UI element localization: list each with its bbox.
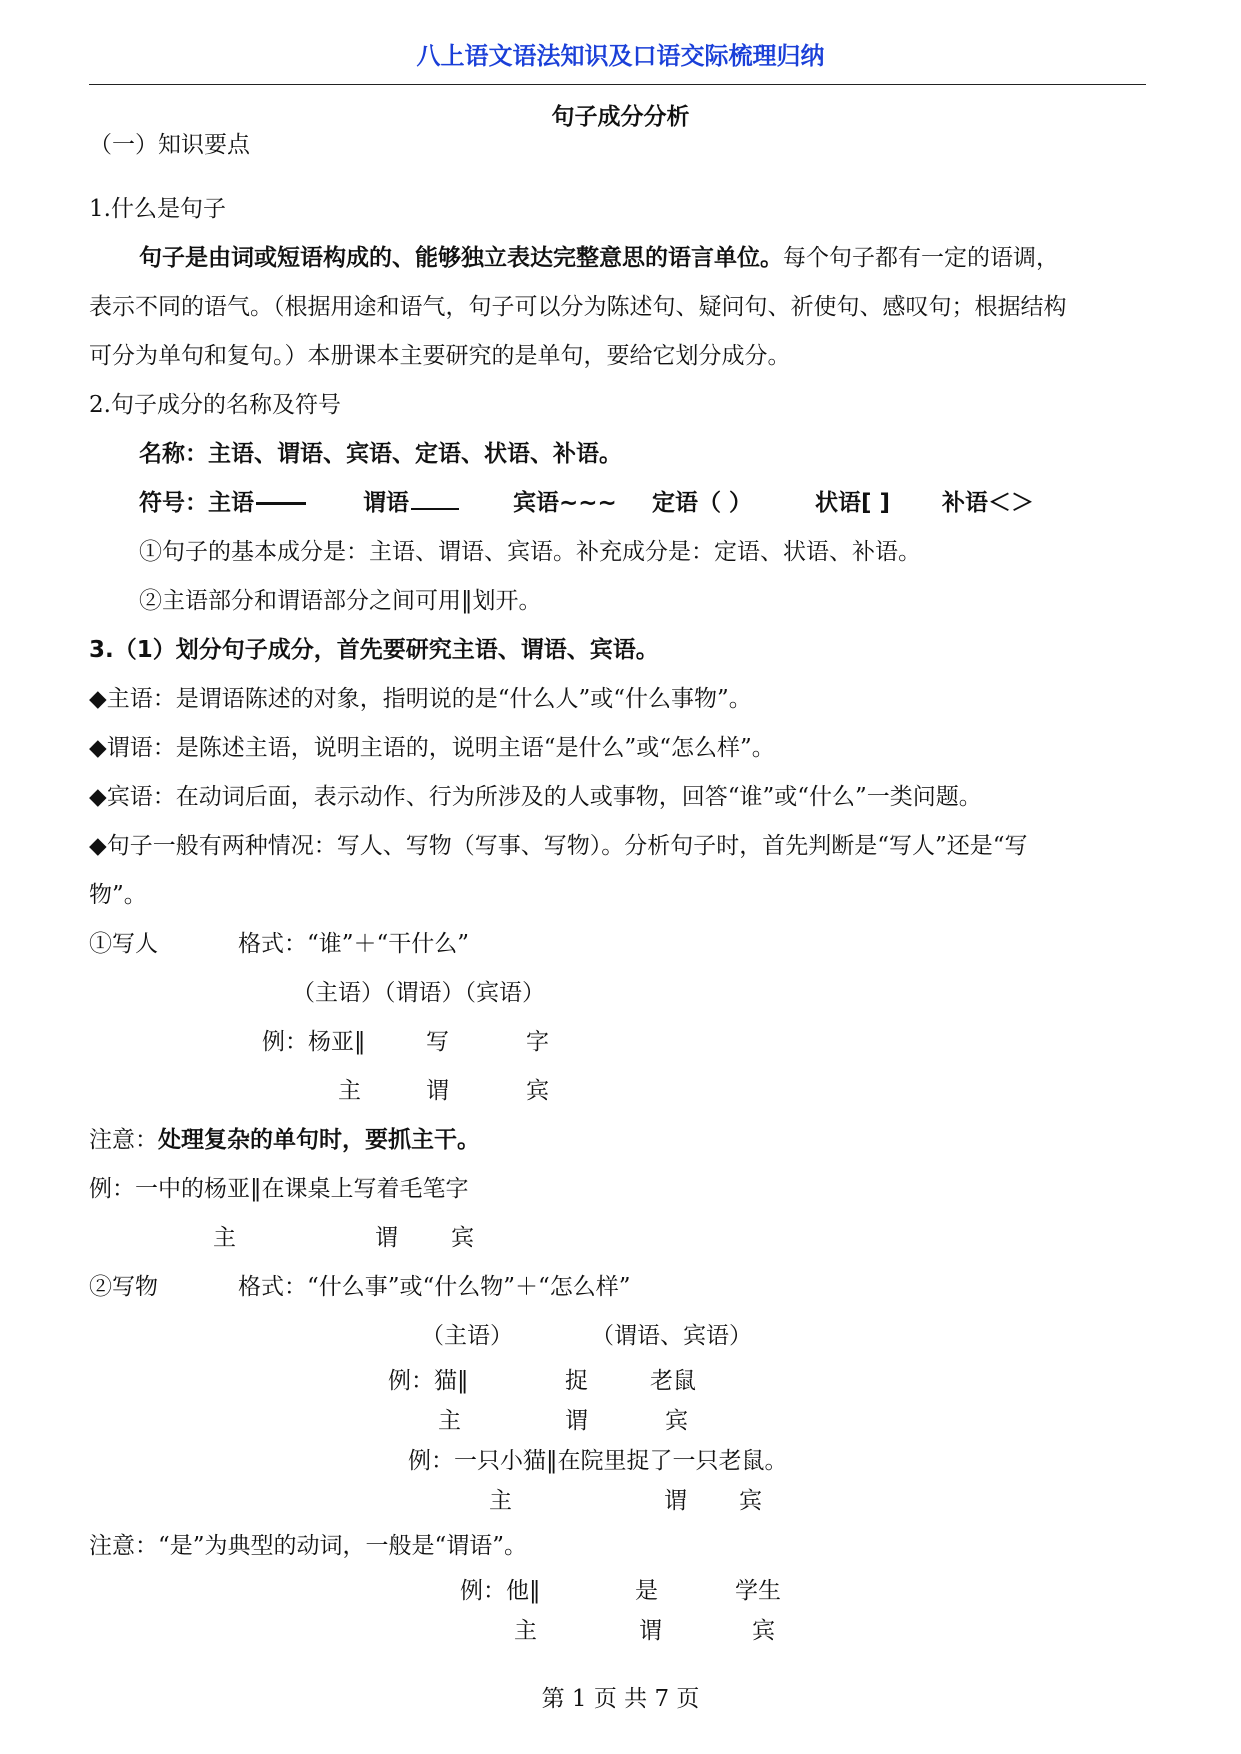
case-thing-role-rest: （谓语、宾语） — [591, 1323, 752, 1349]
case-person-tag-subject: 主 — [338, 1078, 361, 1104]
two-cases-line-1: ◆句子一般有两种情况：写人、写物（写事、写物）。分析句子时，首先判断是“写人”还是“写 — [89, 833, 1028, 859]
shi-tag-subject: 主 — [514, 1618, 537, 1644]
note-basic-components: ①句子的基本成分是：主语、谓语、宾语。补充成分是：定语、状语、补语。 — [139, 539, 921, 565]
two-cases-line-2: 物”。 — [89, 882, 147, 908]
complex-example: 例：一中的杨亚‖在课桌上写着毛笔字 — [89, 1176, 469, 1202]
paragraph-1-line-3: 可分为单句和复句。）本册课本主要研究的是单句，要给它划分成分。 — [89, 343, 791, 369]
section-heading: （一）知识要点 — [89, 132, 250, 158]
case-person-roles: （主语）（谓语）（宾语） — [292, 980, 545, 1006]
definition-object: ◆宾语：在动词后面，表示动作、行为所涉及的人或事物，回答“谁”或“什么”一类问题。 — [89, 784, 982, 810]
note-trunk — [89, 1125, 480, 1155]
definition-predicate: ◆谓语：是陈述主语，说明主语的，说明主语“是什么”或“怎么样”。 — [89, 735, 775, 761]
paragraph-1-line-1 — [139, 243, 1059, 273]
document-header: 八上语文语法知识及口语交际梳理归纳 — [416, 42, 825, 70]
case-person-format: 格式：“谁”＋“干什么” — [238, 931, 470, 957]
case-thing-2-tag-predicate: 谓 — [664, 1488, 687, 1514]
case-thing-label: ②写物 — [89, 1274, 158, 1300]
paragraph-1-line-2: 表示不同的语气。（根据用途和语气，句子可以分为陈述句、疑问句、祈使句、感叹句；根据结构 — [89, 294, 1067, 320]
symbols-line — [139, 488, 306, 518]
case-person-example-predicate: 写 — [426, 1029, 449, 1055]
symbol-attribute: 定语（ ） — [652, 490, 753, 516]
predicate-underline — [411, 508, 459, 510]
shi-tag-object: 宾 — [752, 1618, 775, 1644]
case-person-tag-predicate: 谓 — [426, 1078, 449, 1104]
case-thing-2-tag-subject: 主 — [489, 1488, 512, 1514]
definition-subject: ◆主语：是谓语陈述的对象，指明说的是“什么人”或“什么事物”。 — [89, 686, 752, 712]
case-thing-example-2: 例：一只小猫‖在院里捉了一只老鼠。 — [408, 1448, 788, 1474]
note-trunk-prefix: 注意： — [89, 1127, 158, 1153]
component-names: 名称：主语、谓语、宾语、定语、状语、补语。 — [139, 441, 622, 467]
definition-bold: 句子是由词或短语构成的、能够独立表达完整意思的语言单位。 — [139, 245, 783, 271]
complex-tag-subject: 主 — [213, 1225, 236, 1251]
heading-1: 1.什么是句子 — [89, 196, 226, 222]
header-rule — [89, 84, 1146, 85]
case-thing-example-subject: 例：猫‖ — [388, 1368, 469, 1394]
symbol-adverbial: 状语[ ] — [815, 490, 891, 516]
case-thing-example-predicate: 捉 — [565, 1368, 588, 1394]
complex-tag-object: 宾 — [451, 1225, 474, 1251]
note-trunk-bold: 处理复杂的单句时，要抓主干。 — [158, 1127, 480, 1153]
shi-tag-predicate: 谓 — [639, 1618, 662, 1644]
case-person-tag-object: 宾 — [526, 1078, 549, 1104]
case-person-label: ①写人 — [89, 931, 158, 957]
subject-double-underline — [256, 502, 306, 505]
symbol-predicate-label: 谓语 — [363, 490, 409, 516]
case-thing-tag-predicate: 谓 — [565, 1408, 588, 1434]
shi-example-object: 学生 — [735, 1578, 781, 1604]
case-thing-tag-subject: 主 — [438, 1408, 461, 1434]
case-thing-example-object: 老鼠 — [650, 1368, 696, 1394]
page-title: 句子成分分析 — [551, 104, 690, 130]
symbol-predicate — [363, 488, 459, 518]
case-thing-tag-object: 宾 — [665, 1408, 688, 1434]
case-thing-format: 格式：“什么事”或“什么物”＋“怎么样” — [238, 1274, 631, 1300]
case-thing-2-tag-object: 宾 — [739, 1488, 762, 1514]
shi-example-subject: 例：他‖ — [460, 1578, 541, 1604]
definition-rest: 每个句子都有一定的语调， — [783, 245, 1059, 271]
page-footer: 第 1 页 共 7 页 — [541, 1686, 700, 1712]
symbol-subject-label: 符号：主语 — [139, 490, 254, 516]
symbol-object: 宾语~~~ — [513, 490, 617, 516]
case-person-example-object: 字 — [526, 1029, 549, 1055]
case-person-example-subject: 例：杨亚‖ — [262, 1029, 366, 1055]
note-divider: ②主语部分和谓语部分之间可用‖划开。 — [139, 588, 542, 614]
symbol-complement: 补语＜＞ — [942, 490, 1034, 516]
case-thing-role-subject: （主语） — [421, 1323, 513, 1349]
shi-example-predicate: 是 — [635, 1578, 658, 1604]
complex-tag-predicate: 谓 — [375, 1225, 398, 1251]
note-shi-verb: 注意：“是”为典型的动词，一般是“谓语”。 — [89, 1533, 528, 1559]
heading-2: 2.句子成分的名称及符号 — [89, 392, 341, 418]
heading-3: 3.（1）划分句子成分，首先要研究主语、谓语、宾语。 — [89, 637, 659, 663]
